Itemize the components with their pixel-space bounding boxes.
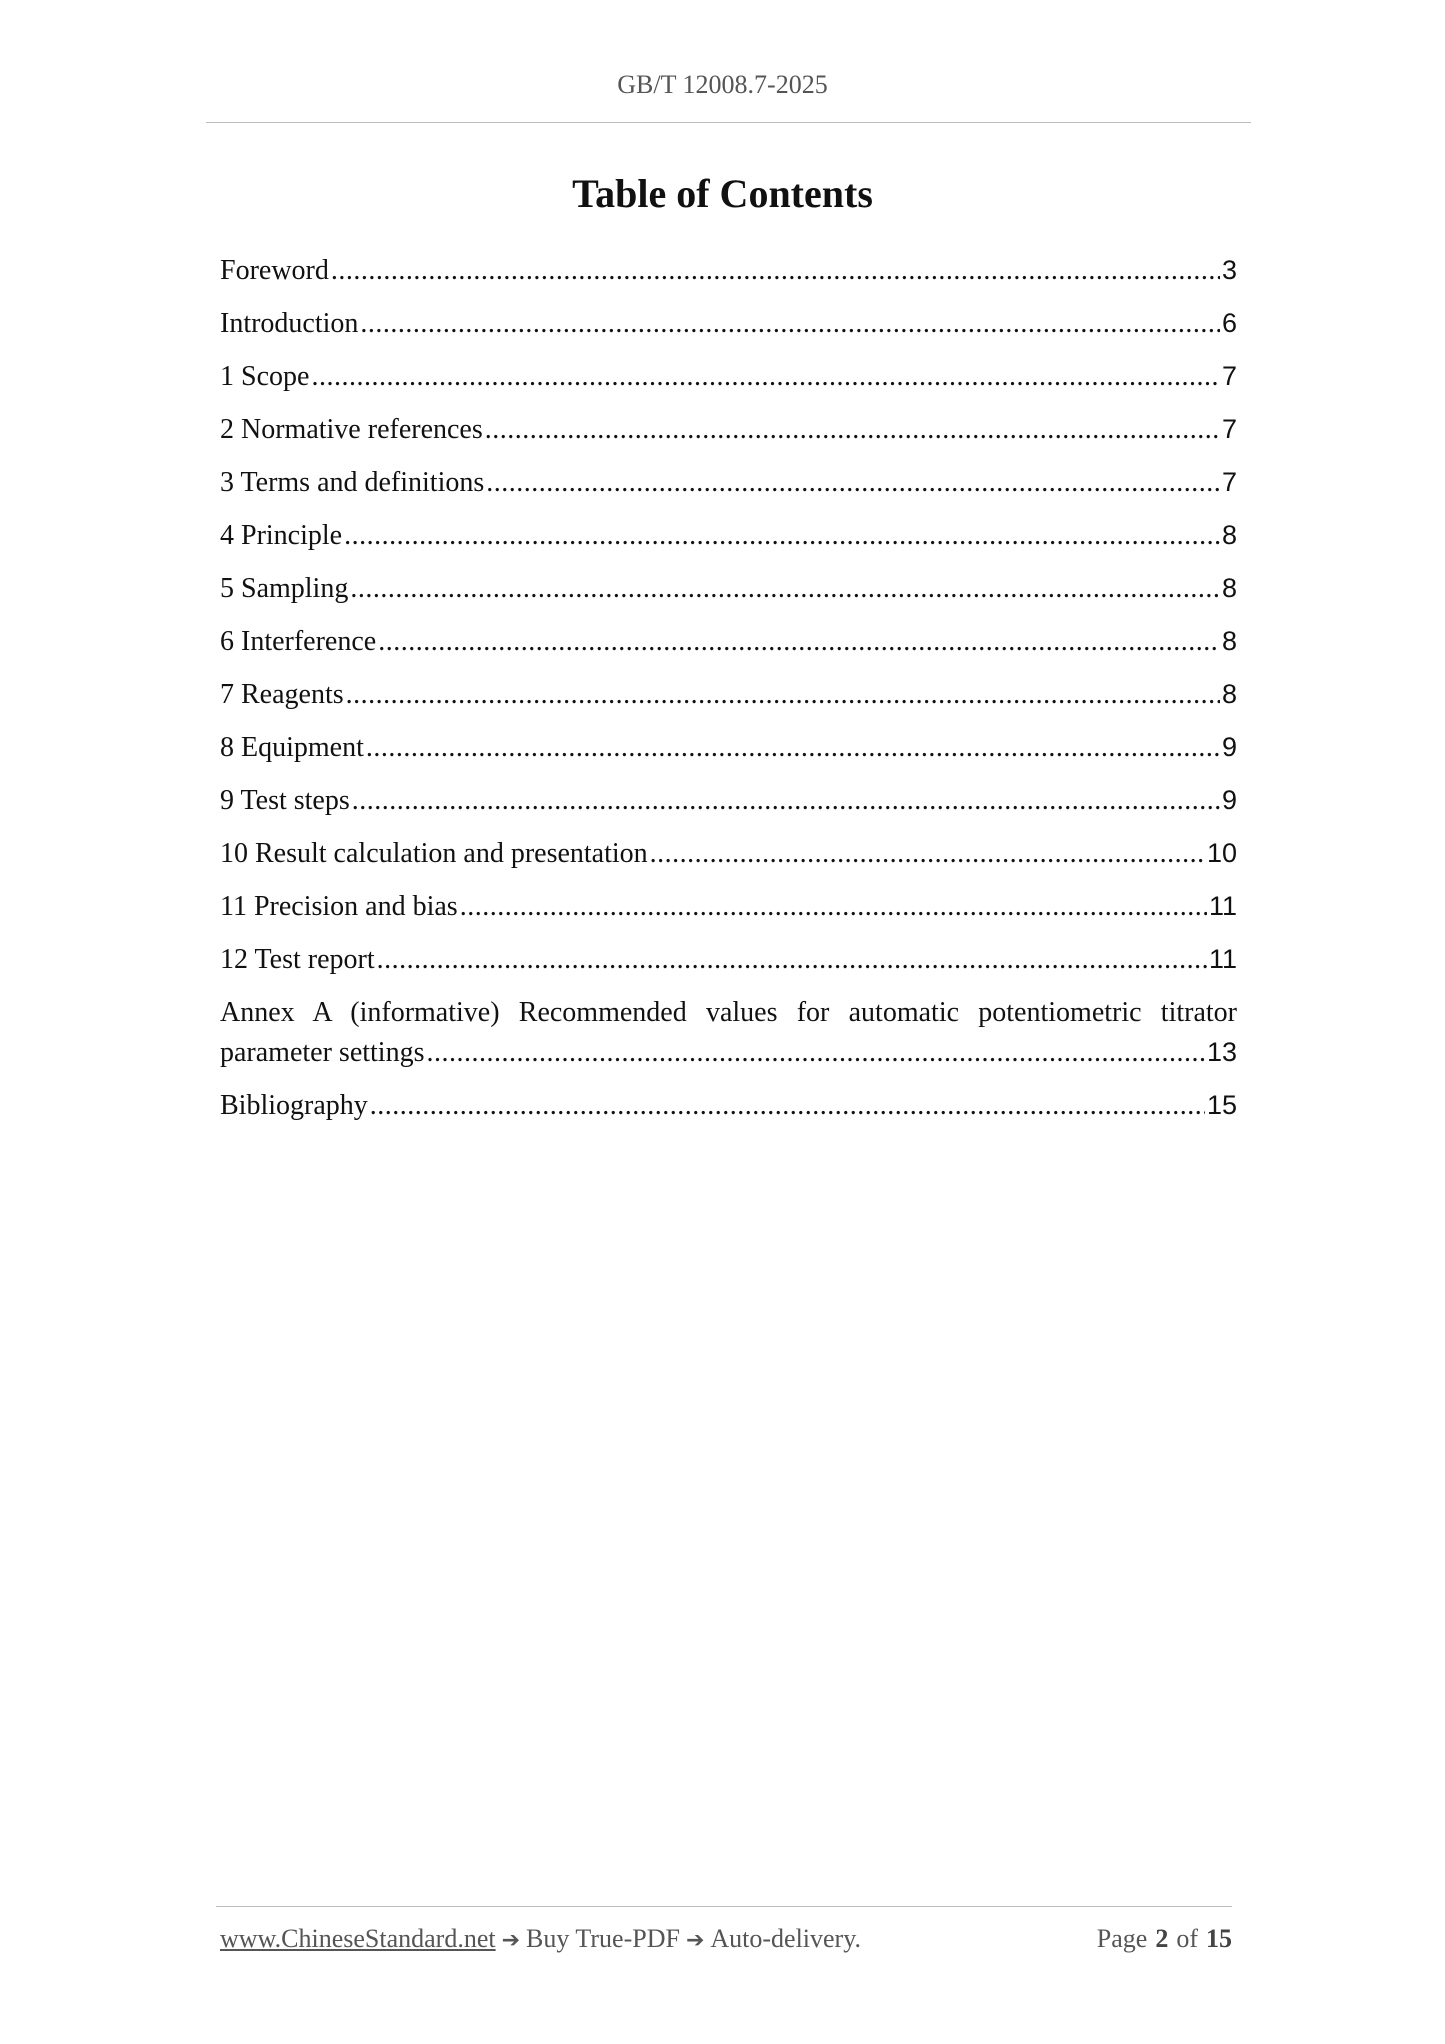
dot-leader xyxy=(360,297,1220,350)
toc-entry-label: 12 Test report xyxy=(220,944,375,975)
toc-entry-label: 11 Precision and bias xyxy=(220,891,458,922)
toc-entry-page: 8 xyxy=(1221,626,1237,656)
toc-entry-label: 8 Equipment xyxy=(220,732,364,763)
toc-entry-equipment[interactable] xyxy=(220,721,1237,774)
toc-entry-scope[interactable] xyxy=(220,350,1237,403)
dot-leader xyxy=(377,933,1207,986)
toc-entry-principle[interactable] xyxy=(220,509,1237,562)
current-page-number: 2 xyxy=(1155,1924,1169,1953)
toc-entry-page: 7 xyxy=(1221,414,1237,444)
toc-entry-label: 7 Reagents xyxy=(220,679,344,710)
toc-entry-page: 9 xyxy=(1221,785,1237,815)
toc-entry-page: 7 xyxy=(1221,467,1237,497)
toc-entry-sampling[interactable] xyxy=(220,562,1237,615)
arrow-right-icon: ➔ xyxy=(685,1928,705,1953)
toc-entry-label: 9 Test steps xyxy=(220,785,350,816)
toc-entry-page: 9 xyxy=(1221,732,1237,762)
dot-leader xyxy=(485,403,1220,456)
toc-entry-label: Introduction xyxy=(220,308,359,339)
toc-entry-test-report[interactable] xyxy=(220,933,1237,986)
dot-leader xyxy=(650,827,1205,880)
toc-entry-label: Annex A (informative) Recommended values for automatic potentiometric titrator xyxy=(220,997,1237,1028)
toc-entry-label: 3 Terms and definitions xyxy=(220,467,485,498)
toc-entry-label: 2 Normative references xyxy=(220,414,483,445)
toc-entry-label: Foreword xyxy=(220,255,329,286)
toc-entry-reagents[interactable] xyxy=(220,668,1237,721)
toc-entry-label-continued: parameter settings xyxy=(220,1037,425,1068)
footer-step-delivery: Auto-delivery. xyxy=(710,1924,862,1953)
toc-entry-terms-and-definitions[interactable] xyxy=(220,456,1237,509)
dot-leader xyxy=(346,668,1220,721)
toc-entry-result-calculation[interactable] xyxy=(220,827,1237,880)
dot-leader xyxy=(311,350,1220,403)
toc-entry-label: 1 Scope xyxy=(220,361,310,392)
toc-entry-page: 6 xyxy=(1221,308,1237,338)
toc-entry-test-steps[interactable] xyxy=(220,774,1237,827)
page-word: Page xyxy=(1096,1924,1148,1953)
page-footer xyxy=(220,1924,1232,1954)
dot-leader xyxy=(378,615,1220,668)
toc-entry-bibliography[interactable] xyxy=(220,1079,1237,1132)
toc-entry-interference[interactable] xyxy=(220,615,1237,668)
toc-entry-page: 8 xyxy=(1221,679,1237,709)
toc-entry-label: 6 Interference xyxy=(220,626,377,657)
dot-leader xyxy=(350,562,1220,615)
header-divider xyxy=(206,122,1251,123)
toc-entry-introduction[interactable] xyxy=(220,297,1237,350)
arrow-right-icon: ➔ xyxy=(501,1928,521,1953)
dot-leader xyxy=(460,880,1207,933)
dot-leader xyxy=(370,1079,1205,1132)
dot-leader xyxy=(486,456,1220,509)
toc-entry-page: 11 xyxy=(1208,944,1237,974)
table-of-contents xyxy=(220,244,1237,1132)
toc-entry-page: 3 xyxy=(1221,255,1237,285)
running-header: GB/T 12008.7-2025 xyxy=(617,70,828,99)
dot-leader xyxy=(426,1034,1204,1072)
page-counter xyxy=(1097,1924,1232,1954)
toc-entry-page: 7 xyxy=(1221,361,1237,391)
toc-entry-annex-a[interactable] xyxy=(220,986,1237,1079)
footer-promo xyxy=(220,1924,861,1954)
footer-step-buy: Buy True-PDF xyxy=(526,1924,680,1953)
footer-divider xyxy=(216,1906,1232,1907)
toc-entry-normative-references[interactable] xyxy=(220,403,1237,456)
toc-entry-label: 10 Result calculation and presentation xyxy=(220,838,648,869)
toc-entry-page: 10 xyxy=(1206,838,1237,868)
dot-leader xyxy=(352,774,1220,827)
toc-entry-foreword[interactable] xyxy=(220,244,1237,297)
toc-entry-label: Bibliography xyxy=(220,1090,368,1121)
dot-leader xyxy=(331,244,1220,297)
site-link[interactable]: www.ChineseStandard.net xyxy=(220,1924,496,1953)
of-word: of xyxy=(1176,1924,1198,1953)
toc-entry-label: 4 Principle xyxy=(220,520,343,551)
toc-entry-label: 5 Sampling xyxy=(220,573,349,604)
toc-entry-precision-and-bias[interactable] xyxy=(220,880,1237,933)
toc-entry-page: 11 xyxy=(1208,891,1237,921)
toc-entry-page: 8 xyxy=(1221,520,1237,550)
toc-entry-page: 8 xyxy=(1221,573,1237,603)
toc-title: Table of Contents xyxy=(572,171,873,216)
dot-leader xyxy=(344,509,1220,562)
toc-entry-page: 15 xyxy=(1206,1090,1237,1120)
total-page-count: 15 xyxy=(1206,1924,1232,1953)
dot-leader xyxy=(366,721,1220,774)
toc-entry-page: 13 xyxy=(1206,1037,1237,1067)
